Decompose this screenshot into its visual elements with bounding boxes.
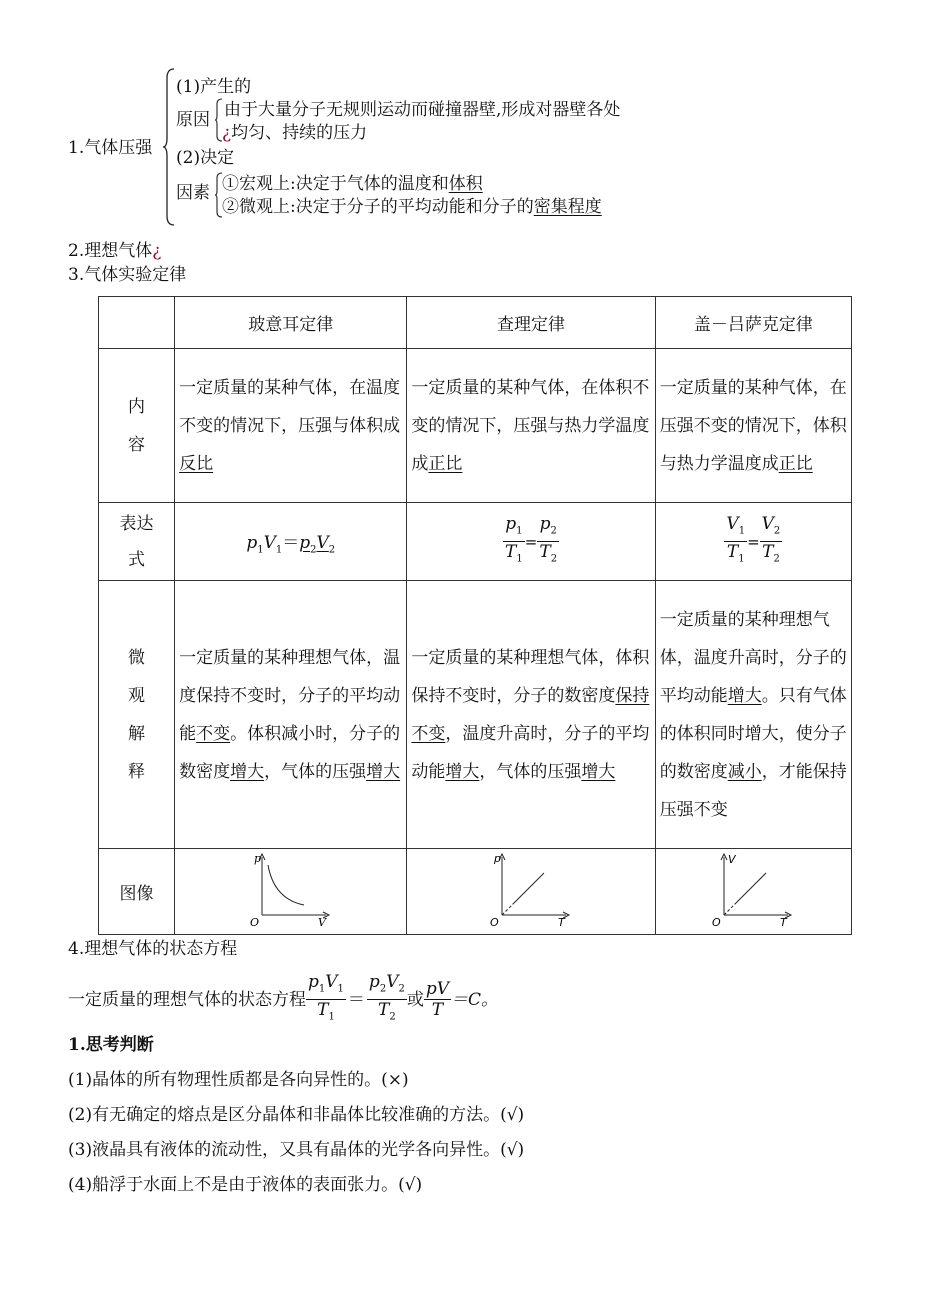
charles-content: [407, 349, 655, 503]
boyle-micro: [175, 581, 407, 849]
item1-text-b-line: [222, 122, 367, 144]
state-frac-2: $\frac{p_2V_2}{T_2}$: [368, 972, 405, 1023]
row-label-micro: 微 观 解 释: [99, 581, 175, 849]
micro-prefix: ②微观上:决定于分子的平均动能和分子的: [222, 197, 534, 217]
charles-graph: [486, 851, 576, 927]
charles-expression: $\frac{p_1}{T_1}$ = $\frac{p_2}{T_2}$: [407, 503, 655, 581]
gay-axis-x: T: [780, 916, 788, 927]
gay-micro-p3: ，才能保持压强不变: [659, 761, 847, 820]
state-equation-line: 一定质量的理想气体的状态方程 $\frac{p_1V_1}{T_1}$ ＝ $\frac{p_2V_2}{T_2}$ 或 $\frac{pV}{T}$ ＝C。: [68, 972, 498, 1028]
gay-micro-p2: 。只有气体的体积同时增大，使分子的数密度: [659, 685, 847, 782]
boyle-expression: [175, 503, 407, 581]
gay-origin: O: [712, 916, 722, 927]
charles-frac-left: $\frac{p_1}{T_1}$: [505, 513, 523, 565]
gay-graph-cell: [655, 849, 851, 935]
row-label-expression: 表达 式: [99, 503, 175, 581]
state-equation-tail: ＝C。: [451, 989, 499, 1010]
boyle-micro-a3: 增大: [366, 761, 401, 782]
table-row-expression: [99, 503, 852, 581]
state-equation-or: 或: [406, 989, 424, 1010]
outer-brace: [162, 68, 176, 226]
judge-title: 1.思考判断: [68, 1035, 154, 1055]
boyle-content: [175, 349, 407, 503]
charles-micro-p1: 一定质量的某种理想气体，体积保持不变时，分子的数密度: [411, 647, 650, 706]
item2-line1: (2)决定: [176, 148, 235, 168]
gay-expression: $\frac{V_1}{T_1}$ = $\frac{V_2}{T_2}$: [655, 503, 851, 581]
section2-mark: ¿: [152, 241, 162, 261]
gay-graph: [708, 851, 798, 927]
section2-title-line: [68, 240, 161, 262]
macro-answer: 体积: [448, 174, 483, 194]
charles-micro-a2: 增大: [445, 761, 480, 782]
boyle-graph-cell: [175, 849, 407, 935]
gay-micro-a2: 减小: [727, 761, 762, 782]
charles-axis-y: p: [494, 852, 502, 865]
gay-content-text: 一定质量的某种气体，在压强不变的情况下，体积与热力学温度成: [659, 377, 847, 474]
gay-content: [655, 349, 851, 503]
charles-micro-a3: 增大: [581, 761, 616, 782]
boyle-axis-x: V: [317, 916, 326, 927]
boyle-content-text: 一定质量的某种气体，在温度不变的情况下，压强与体积成: [179, 377, 401, 436]
boyle-axis-y: p: [253, 852, 261, 865]
section3-title: 3.气体实验定律: [68, 265, 187, 285]
gas-laws-table: [98, 296, 852, 935]
gay-micro-p1: 一定质量的某种理想气体，温度升高时，分子的平均动能: [659, 609, 847, 706]
row-label-graph: 图像: [99, 849, 175, 935]
boyle-micro-a2: 增大: [230, 761, 265, 782]
boyle-micro-p2: 。体积减小时，分子的数密度: [179, 723, 401, 782]
table-row-graph: [99, 849, 852, 935]
judge-item-4: (4)船浮于水面上不是由于液体的表面张力。(√): [68, 1175, 423, 1195]
charles-axis-x: T: [558, 916, 565, 927]
boyle-formula: $p_1V_1=p_2V_2$: [246, 532, 336, 556]
header-boyle: 玻意耳定律: [175, 297, 407, 349]
item1-text-b: 均匀、持续的压力: [231, 123, 368, 143]
boyle-content-answer: 反比: [179, 453, 214, 474]
macro-prefix: ①宏观上:决定于气体的温度和: [222, 174, 449, 194]
boyle-graph: [246, 851, 336, 927]
state-frac-1: $\frac{p_1V_1}{T_1}$: [308, 972, 344, 1023]
gay-frac-right: $\frac{V_2}{T_2}$: [761, 513, 781, 565]
gay-axis-y: V: [728, 853, 736, 866]
charles-graph-cell: [407, 849, 655, 935]
charles-micro-p2: ，温度升高时，分子的平均动能: [411, 723, 650, 782]
table-header-row: [99, 297, 852, 349]
header-gay-lussac: 盖－吕萨克定律: [655, 297, 851, 349]
item1-mark: ¿: [222, 123, 232, 143]
item2-label: 因素: [176, 183, 210, 203]
section4-title: 4.理想气体的状态方程: [68, 939, 238, 959]
state-equation-text: 一定质量的理想气体的状态方程: [68, 989, 306, 1010]
boyle-micro-p1: 一定质量的某种理想气体，温度保持不变时，分子的平均动能: [179, 647, 401, 744]
charles-micro-a1: 保持不变: [411, 685, 650, 744]
charles-micro-p3: ，气体的压强: [479, 761, 582, 782]
gay-micro: [655, 581, 851, 849]
charles-frac-right: $\frac{p_2}{T_2}$: [539, 513, 558, 565]
gay-frac-left: $\frac{V_1}{T_1}$: [726, 513, 746, 565]
boyle-origin: O: [249, 916, 259, 927]
row-label-content: 内 容: [99, 349, 175, 503]
boyle-micro-a1: 不变: [196, 723, 231, 744]
gay-micro-a1: 增大: [727, 685, 762, 706]
charles-micro: [407, 581, 655, 849]
item1-label: 原因: [176, 110, 210, 130]
judge-item-2: (2)有无确定的熔点是区分晶体和非晶体比较准确的方法。(√): [68, 1105, 525, 1125]
item1-text-a: 由于大量分子无规则运动而碰撞器壁,形成对器壁各处: [224, 100, 621, 120]
judge-item-3: (3)液晶具有液体的流动性，又具有晶体的光学各向异性。(√): [68, 1140, 525, 1160]
micro-answer: 密集程度: [533, 197, 602, 217]
section2-title: 2.理想气体: [68, 241, 153, 261]
micro-line: [222, 196, 602, 218]
charles-content-answer: 正比: [428, 453, 463, 474]
gay-content-answer: 正比: [778, 453, 813, 474]
state-frac-3: $\frac{pV}{T}$: [425, 979, 450, 1021]
item1-line1: (1)产生的: [176, 77, 252, 97]
table-row-content: [99, 349, 852, 503]
macro-line: [222, 173, 483, 195]
section1-title: 1.气体压强: [68, 138, 153, 158]
boyle-micro-p3: ，气体的压强: [264, 761, 367, 782]
charles-origin: O: [490, 916, 499, 927]
header-charles: 查理定律: [407, 297, 655, 349]
charles-content-text: 一定质量的某种气体，在体积不变的情况下，压强与热力学温度成: [411, 377, 650, 474]
judge-item-1: (1)晶体的所有物理性质都是各向异性的。(×): [68, 1070, 409, 1090]
header-empty: [99, 297, 175, 349]
table-row-micro: [99, 581, 852, 849]
